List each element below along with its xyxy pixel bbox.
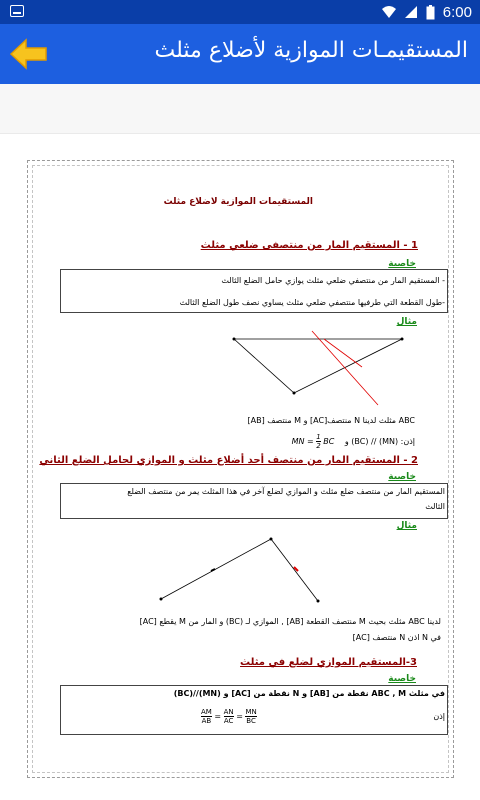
section2-property-label: خاصية: [388, 472, 416, 482]
document-viewer[interactable]: [0, 134, 480, 800]
section1-formula: [291, 433, 335, 450]
page-title: المستقيمـات الموازية لأضلاع مثلث: [154, 38, 468, 63]
section3-line2: إذن: [433, 712, 445, 721]
app-bar: [0, 24, 480, 84]
section3-heading: 3-المستقيم الموازي لضلع في مثلث: [240, 657, 417, 668]
section1-example-text2: [292, 433, 415, 450]
section3-property-label: خاصية: [388, 674, 416, 684]
section2-property-box: [60, 483, 448, 519]
battery-icon: [426, 5, 435, 20]
section2-figure: [153, 533, 328, 608]
document-inner-border: [32, 165, 449, 773]
ratio3-denominator: BC: [246, 717, 256, 725]
back-arrow-icon[interactable]: [8, 34, 50, 74]
notification-icon: [10, 5, 24, 17]
ratio-an-ac: [224, 708, 234, 725]
ratio-am-ab: [201, 708, 212, 725]
formula-lhs: MN =: [291, 437, 314, 446]
section2-heading: 2 - المستقيم المار من منتصف أحد أضلاع مثلث و الموازي لحامل الضلع الثاني: [39, 455, 418, 466]
section2-line1: المستقيم المار من منتصف ضلع مثلث و الموازي لضلع آخر في هذا المثلث يمر من منتصف الضلع: [127, 487, 445, 496]
section1-line2: -طول القطعة التي طرفيها منتصفي ضلعي مثلث يساوي نصف طول الضلع الثالث: [179, 298, 445, 307]
section1-property-label: خاصية: [388, 259, 416, 269]
status-bar: [0, 0, 480, 24]
formula-rhs: BC: [323, 437, 335, 446]
section1-example-label: مثال: [396, 317, 417, 327]
ratio2-denominator: AC: [223, 717, 234, 725]
section3-line1: في مثلث ABC , M نقطة من [AB] و N نقطة من [AC] و (MN)//(BC): [173, 689, 445, 698]
section1-heading: 1 - المستقيم المار من منتصفى ضلعي مثلث: [200, 240, 418, 251]
signal-icon: [404, 5, 418, 19]
section1-example-conclusion: إذن: (MN) // (BC) و: [344, 437, 415, 446]
section2-example-text2: في N اذن N منتصف [AC]: [352, 633, 441, 642]
status-right: [382, 2, 472, 22]
wifi-icon: [382, 5, 396, 19]
ratio1-denominator: AB: [201, 717, 212, 725]
section2-line2: الثالث: [425, 502, 445, 511]
section1-example-text1: ABC مثلث لدينا N منتصف[AC] و M منتصف [AB]: [247, 416, 415, 425]
section3-ratios: $\frac{AM}{AB}$ = $\frac{AN}{AC}$ = $\frac{MN}{BC}$: [201, 708, 257, 725]
document-title: المستقيمات الموازية لاضلاع مثلث: [163, 197, 313, 207]
formula-denominator: 2: [316, 442, 321, 450]
document-page: [27, 160, 454, 778]
section1-property-box: [60, 269, 448, 313]
ratio1-numerator: AM: [201, 708, 212, 716]
section3-property-box: [60, 685, 448, 735]
ratio-mn-bc: [245, 708, 256, 725]
ratio2-numerator: AN: [223, 708, 234, 716]
section1-figure: [228, 329, 408, 409]
status-time: 6:00: [442, 3, 472, 21]
section1-line1: - المستقيم المار من منتصفي ضلعي مثلث يوازي حامل الضلع الثالث: [221, 276, 445, 285]
section2-example-text1: لدينا ABC مثلث بحيث M منتصف القطعة [AB] , الموازي لـ (BC) و المار من M يقطع [AC]: [139, 617, 441, 626]
ratio3-numerator: MN: [245, 708, 257, 716]
formula-numerator: 1: [316, 433, 321, 441]
header-spacer: [0, 84, 480, 134]
formula-fraction: [316, 433, 320, 450]
section2-example-label: مثال: [396, 521, 417, 531]
